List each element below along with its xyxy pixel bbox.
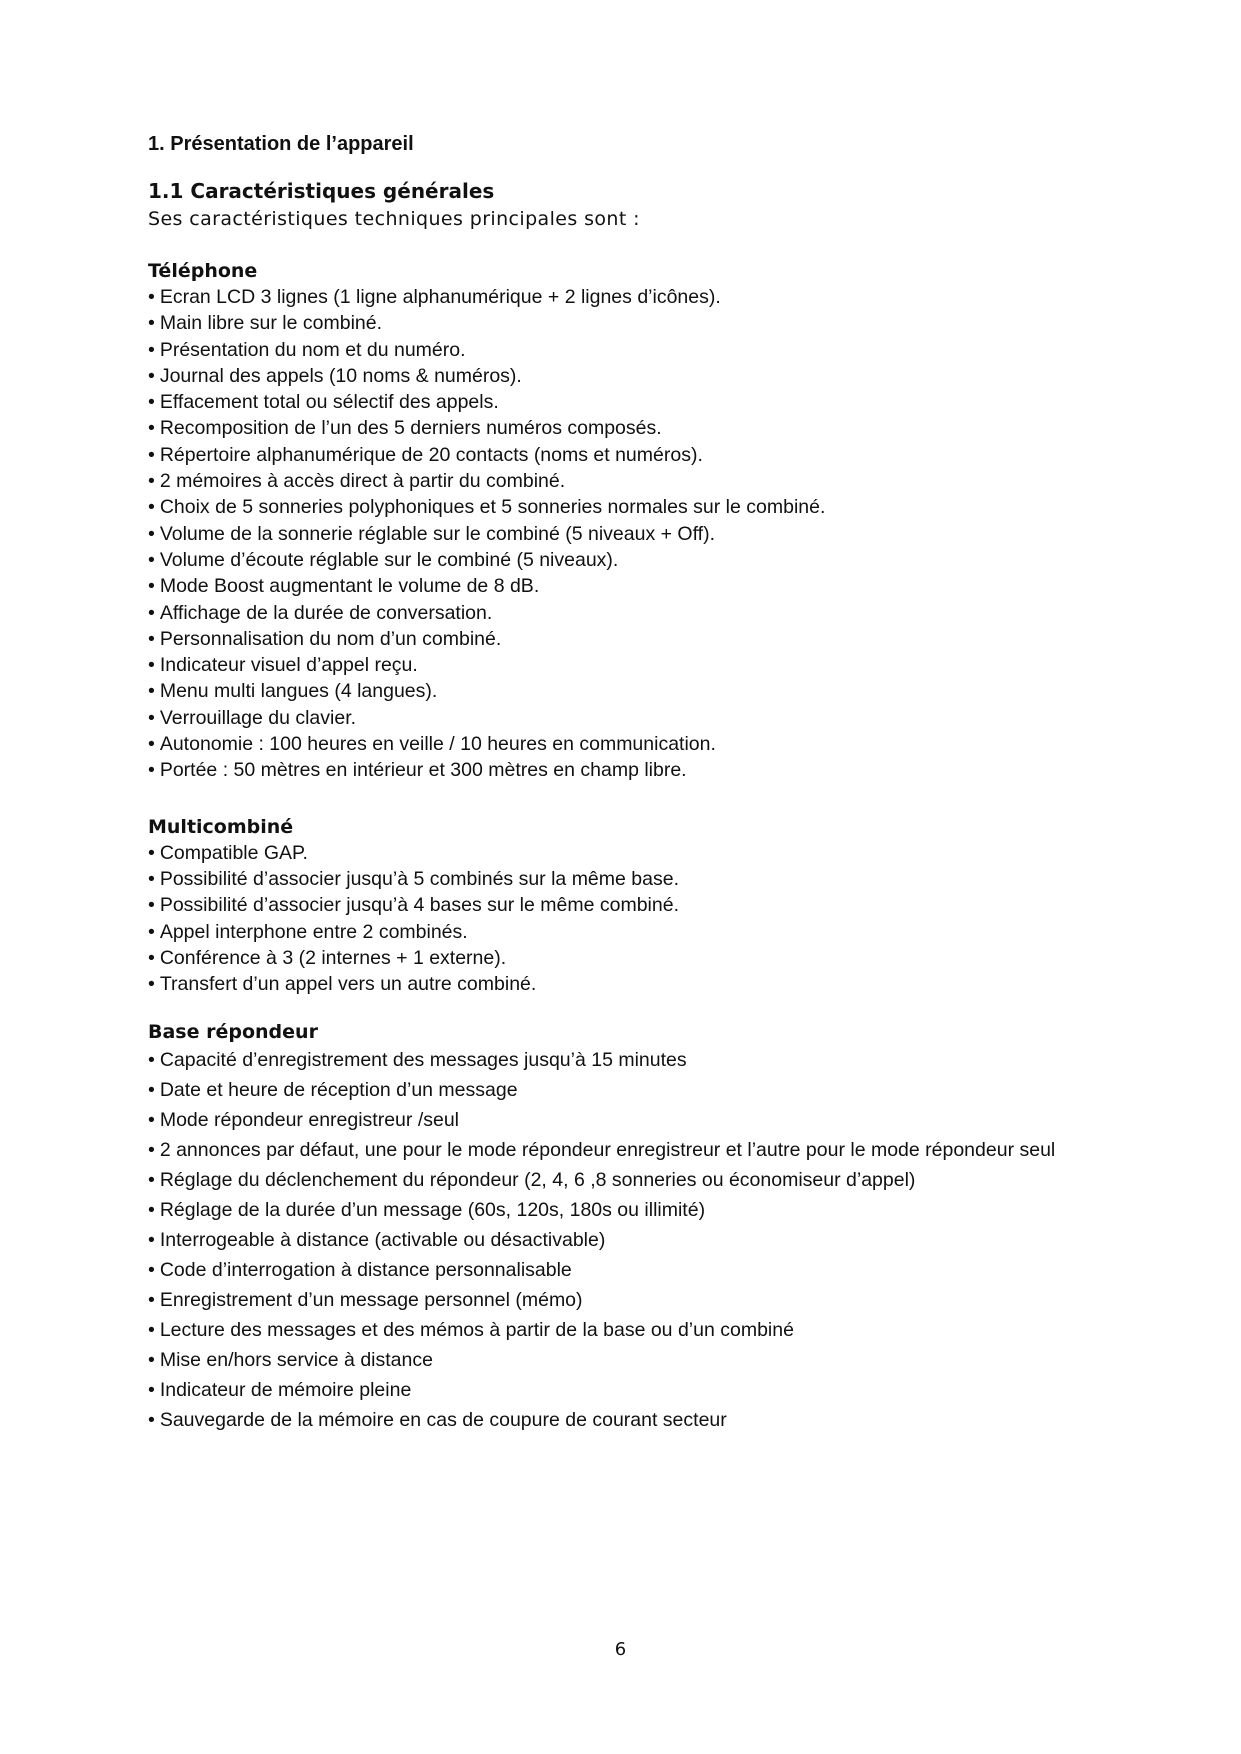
bullet: •: [148, 1079, 155, 1102]
bullet: •: [148, 1259, 155, 1282]
list-item-text: Ecran LCD 3 lignes (1 ligne alphanumérique + 2 lignes d’icônes).: [159, 286, 721, 308]
list-item-text: Transfert d’un appel vers un autre combiné.: [159, 973, 537, 996]
list-item-text: Compatible GAP.: [159, 841, 308, 864]
list-item: [148, 1345, 1088, 1375]
section-base-repondeur: [148, 1019, 1088, 1435]
bullet: •: [148, 1319, 155, 1342]
bullet: •: [148, 391, 155, 414]
list-item-text: Capacité d’enregistrement des messages jusqu’à 15 minutes: [159, 1049, 687, 1072]
list-item-text: Interrogeable à distance (activable ou désactivable): [159, 1229, 606, 1252]
list-item: [148, 626, 1088, 652]
bullet: •: [148, 364, 155, 387]
bullet: •: [148, 1199, 155, 1222]
list-item-text: Personnalisation du nom d’un combiné.: [159, 627, 502, 650]
list-item-text: Affichage de la durée de conversation.: [159, 601, 493, 624]
list-item: [148, 600, 1088, 626]
list-item: [148, 1315, 1088, 1345]
list-item: [148, 442, 1088, 468]
list-item-text: Réglage du déclenchement du répondeur (2, 4, 6 ,8 sonneries ou économiseur d’appel): [159, 1169, 916, 1192]
list-item-text: Possibilité d’associer jusqu’à 5 combinés sur la même base.: [159, 867, 679, 890]
list-item-text: Indicateur visuel d’appel reçu.: [159, 654, 418, 677]
list-item: [148, 1195, 1088, 1225]
list-item: [148, 971, 1088, 997]
list-item-text: Répertoire alphanumérique de 20 contacts (noms et numéros).: [159, 443, 703, 466]
list-item-text: Main libre sur le combiné.: [159, 312, 383, 335]
list-item-text: Indicateur de mémoire pleine: [159, 1379, 412, 1402]
list-item-text: Journal des appels (10 noms & numéros).: [159, 364, 522, 387]
list-item-text: 2 annonces par défaut, une pour le mode répondeur enregistreur et l’autre pour le mode répondeur seul: [159, 1139, 1056, 1162]
list-item-text: Appel interphone entre 2 combinés.: [159, 920, 468, 943]
list-item: [148, 1255, 1088, 1285]
list-item: [148, 652, 1088, 678]
feature-list-multicombine: [148, 840, 1088, 998]
bullet: •: [148, 1349, 155, 1372]
list-item-text: Volume d’écoute réglable sur le combiné (5 niveaux).: [159, 548, 619, 571]
bullet: •: [148, 973, 155, 996]
bullet: •: [148, 522, 155, 545]
bullet: •: [148, 496, 155, 519]
list-item: [148, 757, 1088, 783]
bullet: •: [148, 601, 155, 624]
section-title-multicombine: Multicombiné: [148, 815, 294, 838]
bullet: •: [148, 920, 155, 943]
bullet: •: [148, 1229, 155, 1252]
list-item-text: Possibilité d’associer jusqu’à 4 bases sur le même combiné.: [159, 894, 679, 917]
bullet: •: [148, 1289, 155, 1312]
list-item-text: Recomposition de l’un des 5 derniers numéros composés.: [159, 417, 662, 440]
list-item: [148, 1165, 1088, 1195]
bullet: •: [148, 1379, 155, 1402]
list-item-text: Présentation du nom et du numéro.: [159, 338, 466, 361]
list-item-text: Choix de 5 sonneries polyphoniques et 5 sonneries normales sur le combiné.: [159, 496, 826, 519]
list-item: [148, 573, 1088, 599]
list-item: [148, 678, 1088, 704]
section-telephone: [148, 258, 1088, 784]
feature-list-telephone: [148, 284, 1088, 784]
bullet: •: [148, 627, 155, 650]
list-item-text: Sauvegarde de la mémoire en cas de coupure de courant secteur: [159, 1409, 727, 1432]
feature-list-base-repondeur: [148, 1045, 1088, 1435]
list-item: [148, 945, 1088, 971]
list-item-text: Code d’interrogation à distance personnalisable: [159, 1259, 572, 1282]
list-item: [148, 1135, 1088, 1165]
list-item-text: Menu multi langues (4 langues).: [159, 680, 438, 703]
list-item: [148, 521, 1088, 547]
list-item: [148, 494, 1088, 520]
list-item: [148, 705, 1088, 731]
list-item-text: Mise en/hors service à distance: [159, 1349, 433, 1372]
list-item: [148, 866, 1088, 892]
list-item: [148, 1075, 1088, 1105]
bullet: •: [148, 470, 155, 493]
list-item-text: Enregistrement d’un message personnel (mémo): [159, 1289, 583, 1312]
section-heading: 1.1 Caractéristiques générales: [148, 179, 495, 203]
bullet: •: [148, 548, 155, 571]
bullet: •: [148, 1109, 155, 1132]
bullet: •: [148, 654, 155, 677]
bullet: •: [148, 1049, 155, 1072]
list-item-text: Autonomie : 100 heures en veille / 10 heures en communication.: [159, 733, 716, 756]
section-title-telephone: Téléphone: [148, 260, 258, 282]
list-item: [148, 1045, 1088, 1075]
document-page: [148, 132, 1088, 1435]
list-item-text: Conférence à 3 (2 internes + 1 externe).: [159, 946, 507, 969]
list-item: [148, 1105, 1088, 1135]
list-item-text: 2 mémoires à accès direct à partir du combiné.: [159, 470, 566, 493]
bullet: •: [148, 867, 155, 890]
page-title: 1. Présentation de l’appareil: [148, 133, 414, 155]
list-item: [148, 284, 1088, 310]
bullet: •: [148, 312, 155, 335]
list-item-text: Lecture des messages et des mémos à partir de la base ou d’un combiné: [159, 1319, 794, 1342]
list-item: [148, 363, 1088, 389]
bullet: •: [148, 706, 155, 729]
bullet: •: [148, 680, 155, 703]
list-item-text: Effacement total ou sélectif des appels.: [159, 391, 499, 414]
list-item-text: Réglage de la durée d’un message (60s, 120s, 180s ou illimité): [159, 1199, 706, 1222]
list-item-text: Date et heure de réception d’un message: [159, 1079, 518, 1102]
list-item: [148, 919, 1088, 945]
bullet: •: [148, 443, 155, 466]
list-item: [148, 547, 1088, 573]
bullet: •: [148, 1139, 155, 1162]
bullet: •: [148, 733, 155, 756]
list-item-text: Mode Boost augmentant le volume de 8 dB.: [159, 575, 540, 598]
bullet: •: [148, 894, 155, 917]
list-item: [148, 1225, 1088, 1255]
list-item: [148, 337, 1088, 363]
list-item: [148, 310, 1088, 336]
bullet: •: [148, 1409, 155, 1432]
list-item: [148, 1375, 1088, 1405]
list-item-text: Volume de la sonnerie réglable sur le combiné (5 niveaux + Off).: [159, 522, 715, 545]
list-item: [148, 1405, 1088, 1435]
list-item: [148, 1285, 1088, 1315]
list-item-text: Mode répondeur enregistreur /seul: [159, 1109, 460, 1132]
bullet: •: [148, 286, 155, 308]
bullet: •: [148, 417, 155, 440]
bullet: •: [148, 841, 155, 864]
bullet: •: [148, 946, 155, 969]
bullet: •: [148, 338, 155, 361]
section-title-base-repondeur: Base répondeur: [148, 1021, 318, 1044]
list-item-text: Verrouillage du clavier.: [159, 706, 357, 729]
intro-text: Ses caractéristiques techniques principales sont :: [148, 208, 640, 230]
list-item-text: Portée : 50 mètres en intérieur et 300 mètres en champ libre.: [159, 759, 687, 782]
list-item: [148, 389, 1088, 415]
list-item: [148, 468, 1088, 494]
list-item: [148, 415, 1088, 441]
bullet: •: [148, 1169, 155, 1192]
bullet: •: [148, 759, 155, 782]
list-item: [148, 840, 1088, 866]
list-item: [148, 892, 1088, 918]
section-multicombine: [148, 814, 1088, 998]
list-item: [148, 731, 1088, 757]
page-number: 6: [614, 1639, 627, 1660]
bullet: •: [148, 575, 155, 598]
